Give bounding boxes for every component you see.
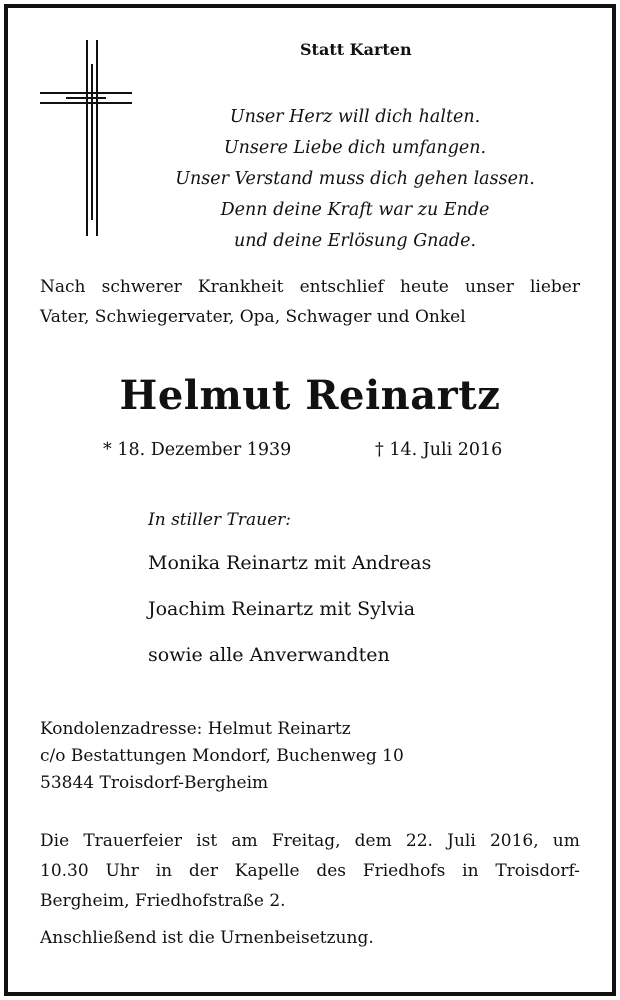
poem-line: Unser Herz will dich halten. bbox=[229, 107, 481, 127]
word: Troisdorf- bbox=[495, 861, 580, 881]
word: Die bbox=[40, 831, 70, 851]
intro-line-1 bbox=[40, 272, 580, 302]
word: 22. bbox=[405, 831, 433, 851]
ceremony-text bbox=[40, 826, 580, 916]
mourning-label: In stiller Trauer: bbox=[148, 510, 291, 530]
mourner-name: Joachim Reinartz mit Sylvia bbox=[148, 598, 416, 620]
word: Friedhofs bbox=[362, 861, 446, 881]
mourner-name: Monika Reinartz mit Andreas bbox=[148, 552, 432, 574]
word: Krankheit bbox=[197, 277, 284, 297]
word: heute bbox=[400, 277, 449, 297]
ceremony-line-3: Bergheim, Friedhofstraße 2. bbox=[40, 891, 286, 911]
word: schwerer bbox=[101, 277, 182, 297]
word: am bbox=[231, 831, 258, 851]
word: Juli bbox=[447, 831, 476, 851]
word: des bbox=[316, 861, 346, 881]
word: Trauerfeier bbox=[83, 831, 183, 851]
ceremony-line-1 bbox=[40, 826, 580, 856]
intro-text bbox=[40, 272, 580, 332]
poem-line: Denn deine Kraft war zu Ende bbox=[220, 200, 490, 220]
word: Freitag, bbox=[271, 831, 341, 851]
intro-line-2: Vater, Schwiegervater, Opa, Schwager und Onkel bbox=[40, 307, 466, 327]
address-line: 53844 Troisdorf-Bergheim bbox=[40, 773, 269, 793]
address-line: Kondolenzadresse: Helmut Reinartz bbox=[40, 719, 351, 739]
word: 2016, bbox=[489, 831, 539, 851]
mourner-name: sowie alle Anverwandten bbox=[148, 644, 390, 666]
poem-line: Unser Verstand muss dich gehen lassen. bbox=[175, 169, 535, 189]
poem-line: und deine Erlösung Gnade. bbox=[233, 231, 477, 251]
cross-icon bbox=[40, 40, 132, 236]
word: Kapelle bbox=[234, 861, 300, 881]
word: der bbox=[188, 861, 218, 881]
word: dem bbox=[354, 831, 392, 851]
word: 10.30 bbox=[40, 861, 89, 881]
closing-note: Anschließend ist die Urnenbeisetzung. bbox=[40, 928, 374, 948]
word: Nach bbox=[40, 277, 86, 297]
deceased-name: Helmut Reinartz bbox=[119, 372, 501, 419]
poem-line: Unsere Liebe dich umfangen. bbox=[223, 138, 487, 158]
word: ist bbox=[196, 831, 218, 851]
address-line: c/o Bestattungen Mondorf, Buchenweg 10 bbox=[40, 746, 404, 766]
word: um bbox=[552, 831, 580, 851]
word: entschlief bbox=[299, 277, 384, 297]
word: lieber bbox=[529, 277, 580, 297]
word: unser bbox=[465, 277, 514, 297]
birth-date: * 18. Dezember 1939 bbox=[103, 440, 292, 460]
poem bbox=[150, 102, 560, 257]
word: in bbox=[155, 861, 173, 881]
word: in bbox=[462, 861, 479, 881]
condolence-address bbox=[40, 716, 404, 797]
statt-karten-heading: Statt Karten bbox=[300, 40, 412, 59]
ceremony-line-2 bbox=[40, 856, 580, 886]
word: Uhr bbox=[105, 861, 139, 881]
death-date: † 14. Juli 2016 bbox=[375, 440, 503, 460]
